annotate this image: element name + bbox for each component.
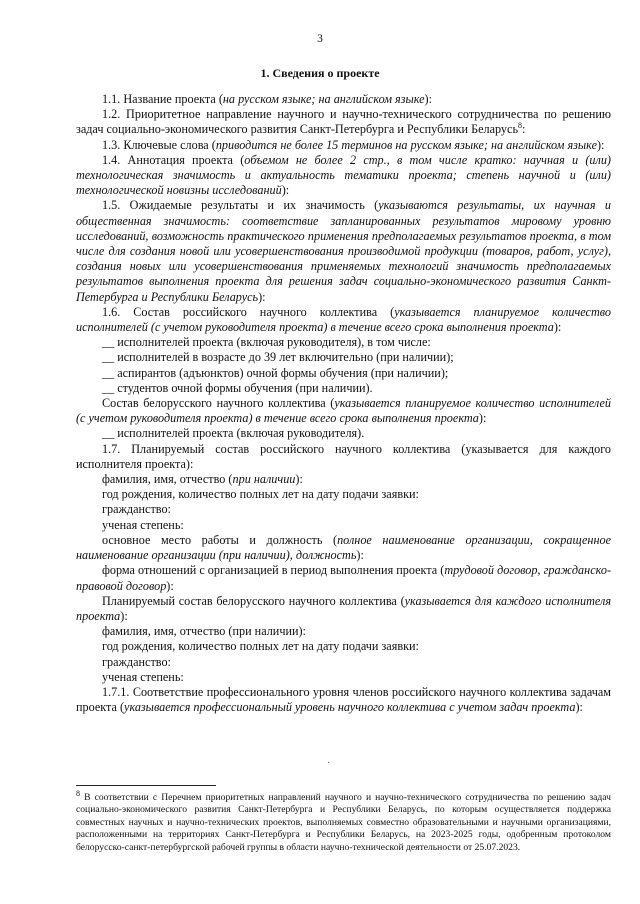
item-1-7-by: Планируемый состав белорусского научного коллектива (указывается для каждого исполнителя проекта): [76,593,611,623]
footnote-divider [76,785,216,786]
item-1-6-line: __ исполнителей проекта (включая руководителя), в том числе: [102,335,431,350]
item-1-6-line: __ аспирантов (адъюнктов) очной формы обучения (при наличии); [102,365,449,380]
section-title: 1. Сведения о проекте [260,66,380,80]
item-1-6-by: Состав белорусского научного коллектива (указывается планируемое количество исполнителей (с учетом руководителя проекта) в течение всего срока выполнения проекта): [76,396,611,426]
stray-mark: · [327,758,331,769]
item-1-5: 1.5. Ожидаемые результаты и их значимость (указываются результаты, их научная и общественная значимость: соответствие запланированных результатов мировому уровню исследований, возможность практического применения предполагаемых результатов проекта, в том числе для создания новой или усовершенствования производимой продукции (товаров, работ, услуг), создания новых или усовершенствования применяемых технологий значимость предполагаемых результатов выполнения проекта для решения задач социально-экономического развития Санкт-Петербурга и Республики Беларусь): [76,198,611,304]
field-by-birth: год рождения, количество полных лет на дату подачи заявки: [102,639,419,654]
field-citizenship: гражданство: [102,502,171,517]
item-1-6: 1.6. Состав российского научного коллектива (указывается планируемое количество исполнителей (с учетом руководителя проекта) в течение всего срока выполнения проекта): [76,304,611,335]
item-1-6-line: __ исполнителей в возрасте до 39 лет включительно (при наличии); [102,350,454,365]
item-1-7: 1.7. Планируемый состав российского научного коллектива (указывается для каждого исполнителя проекта): [76,441,611,471]
item-1-2: 1.2. Приоритетное направление научного и научно-технического сотрудничества по решению задач социально-экономического развития Санкт-Петербурга и Республики Беларусь$^8$: [76,107,611,137]
page-number: 3 [317,33,323,45]
item-1-6-line: __ студентов очной формы обучения (при наличии). [102,380,373,395]
item-1-7-1: 1.7.1. Соответствие профессионального уровня членов российского научного коллектива задачам проекта (указывается профессиональный уровень научного коллектива с учетом задач проекта): [76,684,611,715]
footnote: $^8$ В соответствии с Перечнем приоритетных направлений научного и научно-технического сотрудничества по решению задач социально-экономического развития Санкт-Петербурга и Республики Беларусь, по которым осуществляется поддержка совместных научных и научно-технических проектов, выполняемых совместно образовательными и научными организациями, расположенными на территориях Санкт-Петербурга и Республики Беларусь, на 2023-2025 годы, одобренным протоколом белорусско-санкт-петербургской рабочей группы в области научно-технической деятельности от 25.07.2023. [76,788,611,853]
footnote-mark: 8 [76,788,80,798]
field-form: форма отношений с организацией в период выполнения проекта (трудовой договор, гражданско-правовой договор): [76,563,611,593]
item-1-4: 1.4. Аннотация проекта (объемом не более 2 стр., в том числе кратко: научная и (или) технологическая значимость и актуальность тематики проекта; степень научной и (или) технологической новизны исследований): [76,152,611,198]
section-body [76,92,611,715]
field-degree: ученая степень: [102,517,184,532]
field-birth: год рождения, количество полных лет на дату подачи заявки: [102,487,419,502]
field-by-fio: фамилия, имя, отчество (при наличии): [102,624,306,639]
field-by-degree: ученая степень: [102,669,184,684]
footnote-ref: 8 [518,121,522,131]
field-fio: фамилия, имя, отчество (при наличии): [102,472,303,487]
field-work: основное место работы и должность (полное наименование организации, сокращенное наименование организации (при наличии), должность): [76,532,612,563]
field-by-citizenship: гражданство: [102,654,171,669]
item-1-3: 1.3. Ключевые слова (приводится не более 15 терминов на русском языке; на английском языке): [102,137,605,152]
item-1-1: 1.1. Название проекта (на русском языке; на английском языке): [102,92,432,106]
item-1-6-by-line: __ исполнителей проекта (включая руководителя). [102,426,365,441]
